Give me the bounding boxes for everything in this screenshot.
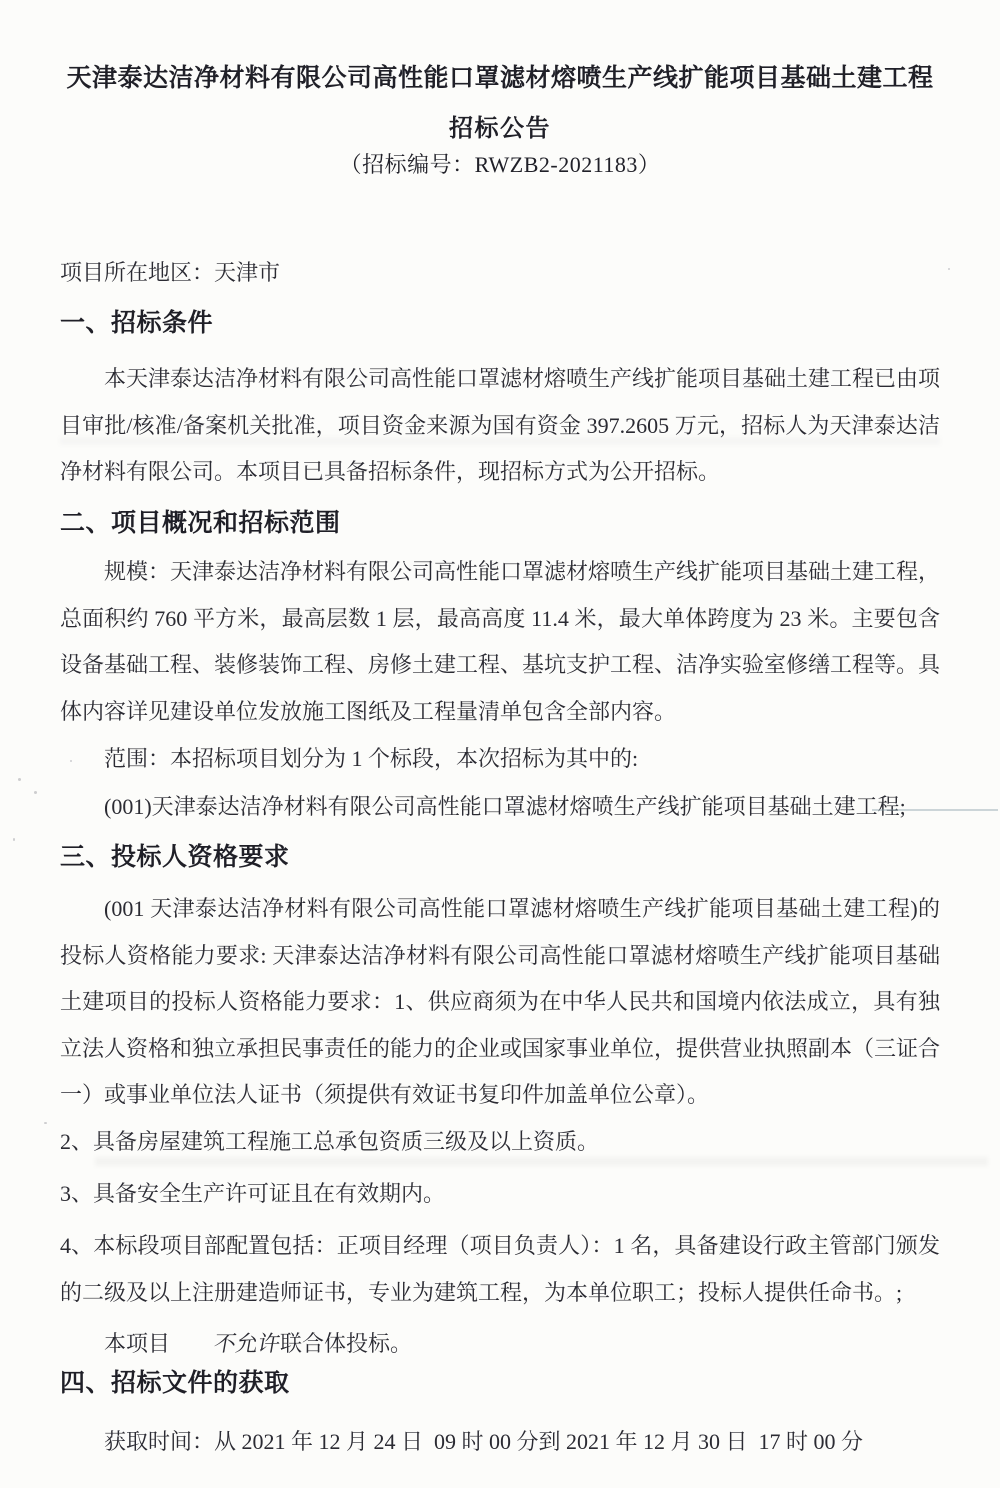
qualification-item-3: 3、具备安全生产许可证且在有效期内。 xyxy=(60,1181,446,1206)
section-heading-3: 三、投标人资格要求 xyxy=(60,844,290,871)
consortium-note-emphasis: 不允许 xyxy=(211,1331,283,1356)
qualification-item-2: 2、具备房屋建筑工程施工总承包资质三级及以上资质。 xyxy=(60,1129,600,1154)
scan-ghost-smudge-2 xyxy=(60,437,940,445)
lot-line: (001)天津泰达洁净材料有限公司高性能口罩滤材熔喷生产线扩能项目基础土建工程; xyxy=(104,794,906,819)
document-title: 天津泰达洁净材料有限公司高性能口罩滤材熔喷生产线扩能项目基础土建工程 xyxy=(66,65,934,92)
scan-speck xyxy=(70,760,72,762)
tender-range-paragraph: 范围：本招标项目划分为 1 个标段，本次招标为其中的: xyxy=(104,746,639,771)
consortium-note xyxy=(60,1321,940,1368)
section-heading-4: 四、招标文件的获取 xyxy=(60,1370,290,1397)
obtain-time-line: 获取时间：从 2021 年 12 月 24 日 09 时 00 分到 2021 年 12 月 30 日 17 时 00 分 xyxy=(104,1429,864,1454)
project-location-line: 项目所在地区：天津市 xyxy=(60,260,281,285)
project-scale-paragraph: 规模：天津泰达洁净材料有限公司高性能口罩滤材熔喷生产线扩能项目基础土建工程，总面积约 760 平方米，最高层数 1 层，最高高度 11.4 米，最大单体跨度为 23 米。主要包含设备基础工程、装修装饰工程、房修土建工程、基坑支护工程、洁净实验室修缮工程等。具体内容详见建设单位发放施工图纸及工程量清单包含全部内容。 xyxy=(60,559,941,724)
scan-speck xyxy=(948,268,950,270)
consortium-note-prefix: 本项目 xyxy=(104,1331,171,1356)
scan-line-artifact xyxy=(872,809,998,811)
qualification-item-4: 4、本标段项目部配置包括：正项目经理（项目负责人）：1 名，具备建设行政主管部门颁发的二级及以上注册建造师证书，专业为建筑工程，为本单位职工；投标人提供任命书。; xyxy=(60,1233,940,1305)
scan-speck xyxy=(44,1122,47,1124)
tender-conditions-paragraph: 本天津泰达洁净材料有限公司高性能口罩滤材熔喷生产线扩能项目基础土建工程已由项目审批/核准/备案机关批准，项目资金来源为国有资金 397.2605 万元，招标人为天津泰达洁净材料有限公司。本项目已具备招标条件，现招标方式为公开招标。 xyxy=(60,366,941,484)
section-heading-1: 一、招标条件 xyxy=(60,310,214,337)
tender-number-line: （招标编号：RWZB2-2021183） xyxy=(339,152,661,177)
qualification-paragraph: (001 天津泰达洁净材料有限公司高性能口罩滤材熔喷生产线扩能项目基础土建工程)的投标人资格能力要求: 天津泰达洁净材料有限公司高性能口罩滤材熔喷生产线扩能项目基础土建项目的投标人资格能力要求：1、供应商须为在中华人民共和国境内依法成立，具有独立法人资格和独立承担民事责任的能力的企业或国家事业单位，提供营业执照副本（三证合一）或事业单位法人证书（须提供有效证书复印件加盖单位公章）。 xyxy=(60,896,941,1107)
section-heading-2: 二、项目概况和招标范围 xyxy=(60,510,341,537)
scan-ghost-smudge xyxy=(95,1157,988,1166)
scan-speck xyxy=(13,838,15,841)
document-subtitle: 招标公告 xyxy=(449,116,551,142)
scan-speck xyxy=(34,791,37,794)
scan-speck xyxy=(18,778,21,781)
consortium-note-suffix: 联合体投标。 xyxy=(280,1331,413,1356)
